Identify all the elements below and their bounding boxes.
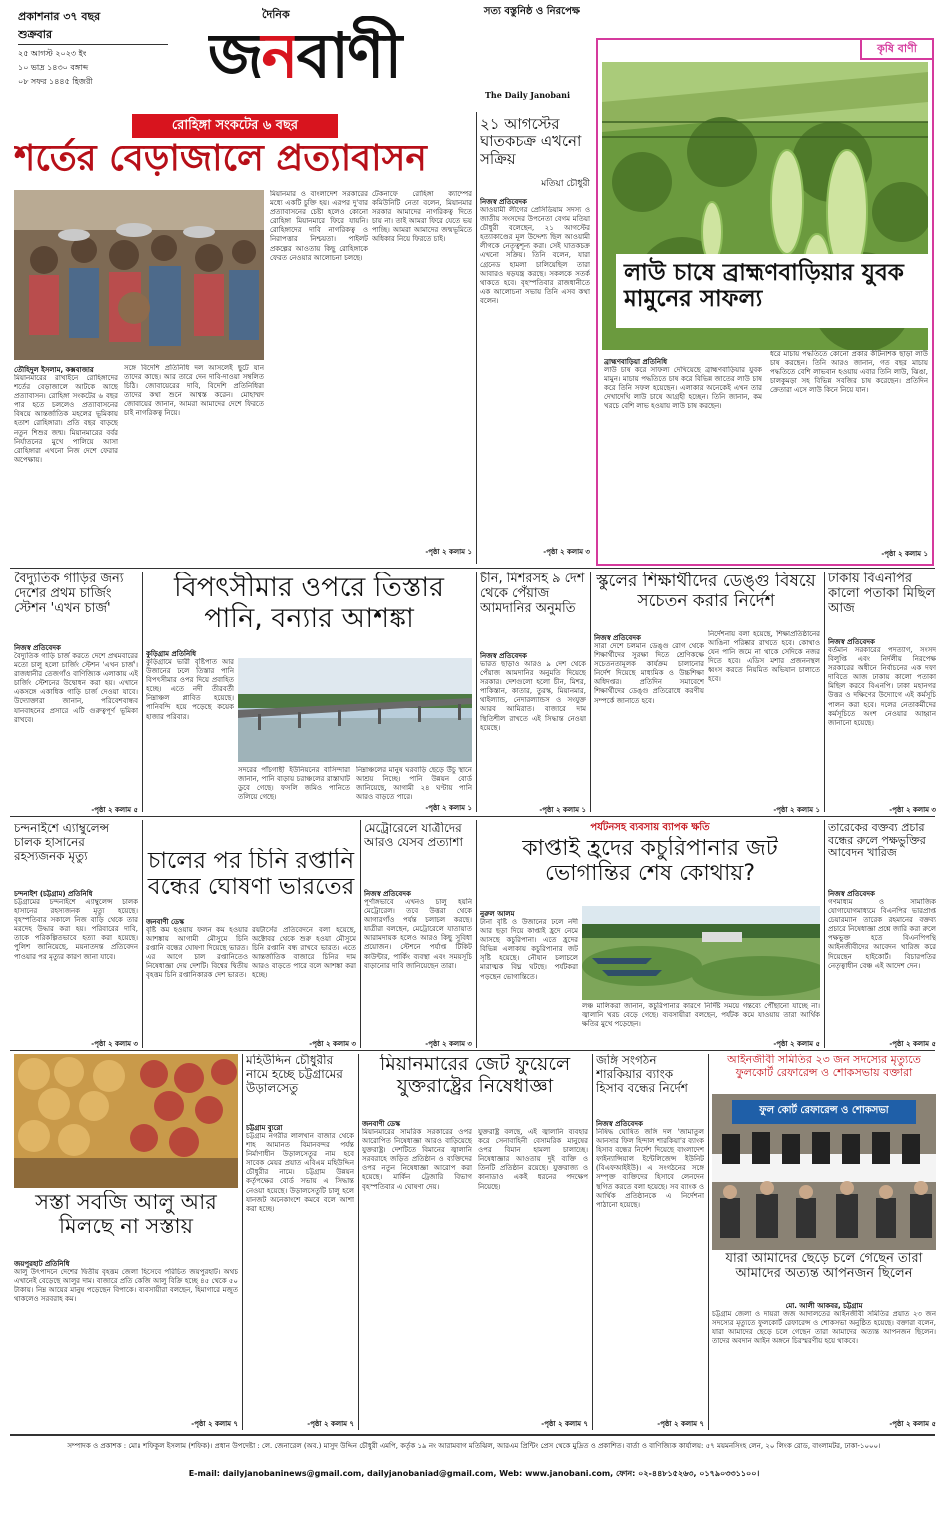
potato-photo — [14, 1054, 238, 1188]
date-hijri: ০৮ সফর ১৪৪৫ হিজরী — [18, 77, 93, 86]
ambulance-byline: চন্দনাইশ (চট্টগ্রাম) প্রতিনিধি — [14, 890, 93, 898]
tarek-cont: -পৃষ্ঠা ২ কলাম ৫ — [889, 1040, 936, 1048]
lead-col-4: টেকনাফে রোহিঙ্গা ক্যাম্পের কমিউনিটি নেতা বলেন, মিয়ানমার সরকার আমাদের নাগরিকত্ব দিতে চায় না। তাই আমরা ফিরে যেতে ভয় পাচ্ছি। আমরা আমাদের জন্মভূমিতে অধিকার নিয়ে ফিরতে চাই। — [372, 190, 472, 244]
tarek-byline: নিজস্ব প্রতিবেদক — [828, 890, 875, 898]
rohingya-photo — [14, 190, 264, 360]
myanmar-headline: মিয়ানমারের জেট ফুয়েলে যুক্তরাষ্ট্রের নিষেধাজ্ঞা — [379, 1054, 571, 1097]
kaptai-col-2: লঞ্চ মালিকরা জানান, কচুরিপানার কারণে নির্দিষ্ট সময়ে গন্তব্যে পৌঁছানো যাচ্ছে না। জ্বালানি খরচ বেড়ে গেছে। ব্যবসায়ীরা বলছেন, পর্যটক কমে যাওয়ায় তারা আর্থিক ক্ষতির মুখে পড়েছেন। — [582, 1002, 820, 1029]
kaptai-byline: নুরুল আলম — [480, 910, 515, 918]
onion-headline: চীন, মিশরসহ ৯ দেশ থেকে পেঁয়াজ আমদানির অনুমতি — [480, 572, 585, 616]
lawyers-body: চট্টগ্রাম জেলা ও দায়রা জজ আদালতের আইনজীবী সমিতির প্রয়াত ২৩ জন সদস্যের মৃত্যুতে ফুলকোর্ট রেফারেন্স ও শোকসভা অনুষ্ঠিত হয়েছে। বক্তারা বলেন, যারা আমাদের ছেড়ে চলে গেছেন তারা আমাদের অত্যন্ত আপনজন ছিলেন। তাদের অবদান আইন অঙ্গনে চিরস্মরণীয় হয়ে থাকবে। — [712, 1310, 936, 1346]
mohiuddin-headline: মহিউদ্দিন চৌধুরীর নামে হচ্ছে চট্টগ্রামের উড়ালসেতু — [246, 1054, 343, 1095]
ev-headline: বৈদ্যুতিক গাড়ির জন্য দেশের প্রথম চার্জিং স্টেশন 'এখন চার্জ' — [14, 572, 124, 616]
metro-cont: -পৃষ্ঠা ২ কলাম ৩ — [425, 1040, 472, 1048]
teesta-col-3: নিম্নাঞ্চলের মানুষ ঘরবাড়ি ছেড়ে উঁচু স্থানে আশ্রয় নিচ্ছে। পানি উন্নয়ন বোর্ড জানিয়েছে, আগামী ২৪ ঘণ্টায় পানি আরও বাড়তে পারে। — [356, 766, 472, 802]
ev-body: বৈদ্যুতিক গাড়ি চার্জ করতে দেশে প্রথমবারের মতো চালু হলো চার্জিং স্টেশন 'এখন চার্জ'। রাজধানীর তেজগাঁও বাণিজ্যিক এলাকায় এই চার্জিং স্টেশনের উদ্বোধন করা হয়। এখানে একসঙ্গে একাধিক গাড়ি চার্জ দেওয়া যাবে। উদ্যোক্তারা জানান, পরিবেশবান্ধব যানবাহনের প্রসারে এটি গুরুত্বপূর্ণ ভূমিকা রাখবে। — [14, 652, 138, 724]
krishi-section — [596, 38, 934, 566]
krishi-body-2: ধরে মাচায় পদ্ধতিতে কোনো প্রকার কীটনাশক ছাড়া লাউ চাষ করছেন। তিনি আরও জানান, গত বছর মাচায় পদ্ধতিতে বেশি লাভবান হওয়ায় এবার তিনি লাউ, ঝিঙা, চালকুমড়া সহ বিভিন্ন সবজির চাষ করেছেন। প্রতিদিন ক্রেতারা এসে লাউ কিনে নিয়ে যান। — [770, 350, 928, 395]
dengue-cont: -পৃষ্ঠা ২ কলাম ১ — [773, 806, 820, 814]
dengue-col-1: সারা দেশে চলমান ডেঙ্গু রোগ থেকে শিক্ষার্থীদের সুরক্ষা দিতে শ্রেণিকক্ষে সচেতনতামূলক কার্যক্রম চালানোর নির্দেশ দিয়েছে মাধ্যমিক ও উচ্চশিক্ষা অধিদপ্তর। প্রতিদিন সমাবেশে শিক্ষার্থীদের ডেঙ্গু প্রতিরোধে করণীয় সম্পর্কে জানাতে হবে। — [594, 642, 704, 705]
bnp-cont: -পৃষ্ঠা ২ কলাম ৩ — [889, 806, 936, 814]
myanmar-col-1: মিয়ানমারের সামরিক সরকারের ওপর আরোপিত নিষেধাজ্ঞা আরও বাড়িয়েছে যুক্তরাষ্ট্র। দেশটিতে বিমানের জ্বালানি সরবরাহে জড়িত প্রতিষ্ঠান ও ব্যক্তিদের ওপর নতুন নিষেধাজ্ঞা আরোপ করা হয়েছে। মার্কিন ট্রেজারি বিভাগ বৃহস্পতিবার এ ঘোষণা দেয়। — [362, 1128, 472, 1191]
kaptai-cont: -পৃষ্ঠা ২ কলাম ৫ — [773, 1040, 820, 1048]
teesta-byline: কুড়িগ্রাম প্রতিনিধি — [146, 650, 197, 658]
ev-byline: নিজস্ব প্রতিবেদক — [14, 644, 61, 652]
lead-col-1: মিয়ানমারের রাখাইনে রোহিঙ্গাদের শর্তের বেড়াজালে আটকে আছে প্রত্যাবাসন। রোহিঙ্গা সংকটের ৬ বছর পার হতে চললেও প্রত্যাবাসনের বিষয়ে আন্তর্জাতিক মহলের ভূমিকায় হতাশ রোহিঙ্গারা। প্রতি বছর বাড়ছে নতুন শিশুর জন্ম। মিয়ানমারের বর্বর নির্যাতনের মুখে পালিয়ে আসা রোহিঙ্গারা এখনো নিজ দেশে ফেরার অপেক্ষায়। — [14, 374, 118, 464]
aug21-headline: ২১ আগস্টের ঘাতকচক্র এখনো সক্রিয় — [480, 116, 582, 168]
lawyers-kicker: আইনজীবী সমিতির ২৩ জন সদস্যের মৃত্যুতে ফুলকোর্ট রেফারেন্স ও শোকসভায় বক্তারা — [727, 1054, 921, 1079]
lawyers-byline: মো. আলী আকবর, চট্টগ্রাম — [785, 1302, 863, 1310]
bnp-body: বর্তমান সরকারের পদত্যাগ, সংসদ বিলুপ্তি এবং নির্দলীয় নিরপেক্ষ সরকারের অধীনে নির্বাচনের এক দফা দাবিতে আজ ঢাকায় কালো পতাকা মিছিল করবে বিএনপি। ঢাকা মহানগর উত্তর ও দক্ষিণের উদ্যোগে এই কর্মসূচি পালন করা হবে। দলের নেতাকর্মীদের কর্মসূচিতে অংশ নেওয়ার আহ্বান জানানো হয়েছে। — [828, 646, 936, 727]
teesta-bridge-photo — [238, 658, 472, 762]
ambulance-body: চট্টগ্রামের চন্দনাইশে এ্যাম্বুলেন্স চালক হাসানের রহস্যজনক মৃত্যু হয়েছে। বৃহস্পতিবার সকালে নিজ বাড়ি থেকে তার মরদেহ উদ্ধার করা হয়। পরিবারের দাবি, তাকে পরিকল্পিতভাবে হত্যা করা হয়েছে। পুলিশ জানিয়েছে, ময়নাতদন্ত প্রতিবেদন পাওয়ার পর মৃত্যুর কারণ জানা যাবে। — [14, 898, 138, 961]
masthead-logo: জনবাণী — [208, 19, 401, 92]
dengue-byline: নিজস্ব প্রতিবেদক — [594, 634, 641, 642]
bnp-byline: নিজস্ব প্রতিবেদক — [828, 638, 875, 646]
lead-headline: শর্তের বেড়াজালে প্রত্যাবাসন — [14, 138, 427, 179]
sugar-byline: জনবাণী ডেস্ক — [146, 918, 185, 926]
aug21-cont: -পৃষ্ঠা ২ কলাম ৩ — [543, 548, 590, 556]
bank-byline: নিজস্ব প্রতিবেদক — [596, 1120, 643, 1128]
lead-photo-caption: তৌহিদুল ইসলাম, কক্সবাজার — [14, 366, 94, 374]
edition-line: প্রকাশনার ৩৭ বছর — [18, 10, 101, 23]
aug21-author: মতিয়া চৌধুরী — [541, 179, 590, 189]
mohiuddin-cont: -পৃষ্ঠা ২ কলাম ৭ — [307, 1420, 354, 1428]
metro-headline: মেট্রোরেলে যাত্রীদের আরও যেসব প্রত্যাশা — [364, 822, 463, 849]
krishi-body-1: লাউ চাষ করে সাফল্য দেখিয়েছে ব্রাহ্মণবাড়িয়ার যুবক মামুন। মাচায় পদ্ধতিতে চাষ করে বিভিন্ন জাতের লাউ চাষ করে তিনি সফল হয়েছেন। এলাকার অনেকেই এখন তার দেখাদেখি লাউ চাষে আগ্রহী হচ্ছেন। তিনি জানান, কম খরচে বেশি লাভ হওয়ায় লাউ চাষ করছেন। — [604, 366, 762, 411]
onion-cont: -পৃষ্ঠা ২ কলাম ১ — [539, 806, 586, 814]
myanmar-byline: জনবাণী ডেস্ক — [362, 1120, 401, 1128]
ambulance-headline: চন্দনাইশে এ্যাম্বুলেন্স চালক হাসানের রহস্যজনক মৃত্যু — [14, 822, 110, 863]
teesta-col-1: কুড়িগ্রামে ভারী বৃষ্টিপাত আর উজানের ঢলে তিস্তার পানি বিপৎসীমার ওপর দিয়ে প্রবাহিত হচ্ছে। এতে নদী তীরবর্তী নিম্নাঞ্চল প্লাবিত হয়েছে। পানিবন্দি হয়ে পড়েছে কয়েক হাজার পরিবার। — [146, 658, 234, 721]
aug21-body: আওয়ামী লীগের প্রেসিডিয়াম সদস্য ও জাতীয় সংসদের উপনেতা বেগম মতিয়া চৌধুরী বলেছেন, ২১ আগস্টের হত্যাকাণ্ডের মূল উদ্দেশ্য ছিল আওয়ামী লীগকে নেতৃত্বশূন্য করা। সেই ঘাতকচক্র এখনো সক্রিয়। তিনি বলেন, যারা গ্রেনেড হামলা চালিয়েছিল তারা আবারও ষড়যন্ত্র করছে। সকলকে সতর্ক থাকতে হবে। বৃহস্পতিবার রাজধানীতে এক আলোচনা সভায় তিনি এসব কথা বলেন। — [480, 206, 590, 305]
metro-body: পূর্ণাঙ্গভাবে এখনও চালু হয়নি মেট্রোরেল। তবে উত্তরা থেকে আগারগাঁও পর্যন্ত চলাচল করছে। যাত্রীরা বলছেন, মেট্রোরেলে যাতায়াত আরামদায়ক হলেও আরও কিছু সুবিধা প্রয়োজন। স্টেশনে পর্যাপ্ত টিকিট কাউন্টার, পার্কিং ব্যবস্থা এবং সময়সূচি বাড়ানোর দাবি জানিয়েছেন তারা। — [364, 898, 472, 970]
masthead-prefix: দৈনিক — [262, 8, 290, 21]
bank-cont: -পৃষ্ঠা ২ কলাম ৭ — [657, 1420, 704, 1428]
metro-byline: নিজস্ব প্রতিবেদক — [364, 890, 411, 898]
krishi-cont: -পৃষ্ঠা ২ কলাম ১ — [881, 550, 928, 558]
kaptai-kicker: পর্যটনসহ ব্যবসায় ব্যাপক ক্ষতি — [590, 822, 710, 833]
sugar-col-2: রয়টার্সের প্রতিবেদনে বলা হয়েছে, অক্টোবর থেকে শুরু হওয়া মৌসুমে চিনি রপ্তানি বন্ধ রাখবে ভারত। এতে আন্তর্জাতিক বাজারে চিনির দাম আরও বাড়তে পারে বলে আশঙ্কা করা হচ্ছে। — [252, 926, 356, 980]
kaptai-headline: কাপ্তাই হ্রদের কচুরিপানার জট ভোগান্তির শেষ কোথায়? — [522, 836, 778, 887]
sugar-cont: -পৃষ্ঠা ২ কলাম ৩ — [309, 1040, 356, 1048]
mohiuddin-body: চট্টগ্রাম নগরীর লালখান বাজার থেকে শাহ আমানত বিমানবন্দর পর্যন্ত নির্মাণাধীন উড়ালসেতুর নাম হবে সাবেক মেয়র প্রয়াত এবিএম মহিউদ্দিন চৌধুরীর নামে। চট্টগ্রাম উন্নয়ন কর্তৃপক্ষের বোর্ড সভায় এ সিদ্ধান্ত নেওয়া হয়েছে। উড়ালসেতুটি চালু হলে যানজট অনেকাংশে কমবে বলে আশা করা হচ্ছে। — [246, 1132, 354, 1213]
lead-col-3: মিয়ানমার ও বাংলাদেশ সরকারের মধ্যে একটি চুক্তি হয়। এরপর দু'বার প্রত্যাবাসনের চেষ্টা হলেও কোনো রোহিঙ্গা মিয়ানমারে ফিরে যায়নি। রোহিঙ্গাদের দাবি নাগরিকত্ব ও নিরাপত্তার নিশ্চয়তা। পাইলট প্রকল্পের আওতায় কিছু রোহিঙ্গাকে ফেরত নেওয়ার আলোচনা চলছে। — [270, 190, 368, 262]
sugar-headline: চালের পর চিনি রপ্তানি বন্ধের ঘোষণা ভারতের — [147, 848, 355, 901]
masthead-day: শুক্রবার — [18, 28, 53, 41]
ambulance-cont: -পৃষ্ঠা ২ কলাম ৩ — [91, 1040, 138, 1048]
ev-cont: -পৃষ্ঠা ২ কলাম ৫ — [91, 806, 138, 814]
onion-body: ভারত ছাড়াও আরও ৯ দেশ থেকে পেঁয়াজ আমদানির অনুমতি দিয়েছে সরকার। দেশগুলো হলো চীন, মিশর, পাকিস্তান, কাতার, তুরস্ক, মিয়ানমার, থাইল্যান্ড, নেদারল্যান্ডস ও সংযুক্ত আরব আমিরাত। বাজারে দাম স্থিতিশীল রাখতে এই সিদ্ধান্ত নেওয়া হয়েছে। — [480, 660, 586, 732]
potato-body: আলু উৎপাদনে দেশের দ্বিতীয় বৃহত্তম জেলা হিসেবে পরিচিত জয়পুরহাট। অথচ এখানেই বেড়েছে আলুর দাম। বাজারে প্রতি কেজি আলু বিক্রি হচ্ছে ৪৫ থেকে ৫০ টাকায়। নিম্ন আয়ের মানুষ পড়েছেন বিপাকে। ব্যবসায়ীরা বলছেন, হিমাগারে মজুত থাকলেও সরবরাহ কম। — [14, 1268, 238, 1304]
date-bn: ১০ ভাদ্র ১৪৩০ বঙ্গাব্দ — [18, 63, 89, 72]
bank-body: নিষিদ্ধ ঘোষিত জঙ্গি দল 'জামাতুল আনসার ফিল হিন্দাল শারকিয়া'র ব্যাংক হিসাব বন্ধের নির্দেশ দিয়েছে বাংলাদেশ ফাইন্যান্সিয়াল ইন্টেলিজেন্স ইউনিট (বিএফআইইউ)। এ সংগঠনের সঙ্গে সম্পৃক্ত ব্যক্তিদের হিসাবে লেনদেন স্থগিত করতে বলা হয়েছে। সব ব্যাংক ও আর্থিক প্রতিষ্ঠানকে এ নির্দেশনা পাঠানো হয়েছে। — [596, 1128, 704, 1209]
lead-cont: -পৃষ্ঠা ২ কলাম ১ — [425, 548, 472, 556]
bnp-headline: ঢাকায় বিএনপির কালো পতাকা মিছিল আজ — [828, 572, 936, 616]
dengue-headline: স্কুলের শিক্ষার্থীদের ডেঙ্গু বিষয়ে সচেতন করার নির্দেশ — [596, 572, 816, 611]
tarek-headline: তারেকের বক্তব্য প্রচার বন্ধের রুলে পক্ষভুক্তির আবেদন খারিজ — [828, 822, 926, 860]
potato-headline: সস্তা সবজি আলু আর মিলছে না সস্তায় — [35, 1190, 217, 1239]
masthead-english: The Daily Janobani — [484, 90, 570, 100]
kaptai-lake-photo — [582, 906, 820, 1000]
potato-cont: -পৃষ্ঠা ২ কলাম ৭ — [191, 1420, 238, 1428]
teesta-cont: -পৃষ্ঠা ২ কলাম ১ — [425, 804, 472, 812]
krishi-label: কৃষি বাণী — [860, 38, 934, 60]
lawyers-banner-text: ফুল কোর্ট রেফারেন্স ও শোকসভা — [759, 1105, 889, 1116]
dengue-col-2: নির্দেশনায় বলা হয়েছে, শিক্ষাপ্রতিষ্ঠানের আঙিনা পরিষ্কার রাখতে হবে। কোথাও যেন পানি জমে না থাকে সেদিকে নজর দিতে হবে। এডিস মশার প্রজননস্থল ধ্বংস করতে নিয়মিত অভিযান চালাতে হবে। — [708, 630, 820, 684]
bank-headline: জঙ্গি সংগঠন শারকিয়ার ব্যাংক হিসাব বন্ধের নির্দেশ — [596, 1054, 688, 1095]
krishi-byline: ব্রাহ্মণবাড়িয়া প্রতিনিধি — [604, 358, 668, 366]
lead-kicker: রোহিঙ্গা সংকটের ৬ বছর — [132, 114, 338, 138]
potato-byline: জয়পুরহাট প্রতিনিধি — [14, 1260, 70, 1268]
kaptai-col-1: টানা বৃষ্টি ও উজানের ঢলে নদী আর ছড়া দিয়ে কাপ্তাই হ্রদে নেমে আসছে কচুরিপানা। এতে হ্রদের বিভিন্ন এলাকায় কচুরিপানার জট সৃষ্টি হয়েছে। নৌযান চলাচলে মারাত্মক বিঘ্ন ঘটছে। পর্যটকরা পড়ছেন ভোগান্তিতে। — [480, 918, 578, 981]
teesta-headline: বিপৎসীমার ওপরে তিস্তার পানি, বন্যার আশঙ্কা — [174, 572, 444, 635]
krishi-headline: লাউ চাষে ব্রাহ্মণবাড়িয়ার যুবক মামুনের সাফল্য — [616, 254, 928, 328]
lawyers-cont: -পৃষ্ঠা ২ কলাম ৫ — [889, 1420, 936, 1428]
teesta-col-2: সদরের পাঁচগাছী ইউনিয়নের বাসিন্দারা জানান, পানি বাড়ায় চরাঞ্চলের রাস্তাঘাট ডুবে গেছে। ফসলি জমিও পানিতে তলিয়ে গেছে। — [238, 766, 350, 802]
lawyers-headline: যারা আমাদের ছেড়ে চলে গেছেন তারা আমাদের অত্যন্ত আপনজন ছিলেন — [725, 1252, 923, 1281]
mohiuddin-byline: চট্টগ্রাম ব্যুরো — [246, 1124, 283, 1132]
myanmar-cont: -পৃষ্ঠা ২ কলাম ৭ — [541, 1420, 588, 1428]
aug21-byline: নিজস্ব প্রতিবেদক — [480, 198, 527, 206]
contact-line: E-mail: dailyjanobaninews@gmail.com, dailyjanobaniad@gmail.com, Web: www.janobani.com, ফোন: ০২-৪৪৮১৫২৬৩, ০১৭৯০৩৩১১০০। — [188, 1469, 760, 1478]
date-en: ২৫ আগস্ট ২০২৩ ইং — [18, 49, 87, 58]
masthead-tagline: সত্য বস্তুনিষ্ঠ ও নিরপেক্ষ — [483, 6, 580, 17]
onion-byline: নিজস্ব প্রতিবেদক — [480, 652, 527, 660]
sugar-col-1: বৃষ্টি কম হওয়ায় ফলন কম হওয়ার আশঙ্কায় আগামী মৌসুমে চিনি রপ্তানি বন্ধের ঘোষণা দিয়েছে ভারত। এর আগে চাল রপ্তানিতেও নিষেধাজ্ঞা দেয় দেশটি। বিশ্বের দ্বিতীয় বৃহত্তম চিনি রপ্তানিকারক দেশ ভারত। — [146, 926, 248, 980]
imprint-line: সম্পাদক ও প্রকাশক : মোঃ শফিকুল ইসলাম (শফিক)। প্রধান উপদেষ্টা : লে. জেনারেল (অব.) মাসুদ উদ্দিন চৌধুরী এমপি, কর্তৃক ১৯ নং আরামবাগ মতিঝিল, আরএম প্রিন্টিং প্রেস থেকে মুদ্রিত ও প্রকাশিত। বার্তা ও বাণিজ্যিক কার্যালয়: ৫৭ ময়মনসিংহ লেন, ২০ লিংক রোড, বাংলামটর, ঢাকা-১০০০। — [67, 1442, 881, 1450]
tarek-body: গণমাধ্যম ও সামাজিক যোগাযোগমাধ্যমে বিএনপির ভারপ্রাপ্ত চেয়ারম্যান তারেক রহমানের বক্তব্য প্রচারে নিষেধাজ্ঞা প্রশ্নে জারি করা রুলে পক্ষভুক্ত হতে বিএনপিপন্থি আইনজীবীদের আবেদন খারিজ করে দিয়েছেন হাইকোর্ট। বিচারপতির নেতৃত্বাধীন বেঞ্চ এই আদেশ দেন। — [828, 898, 936, 970]
myanmar-col-2: যুক্তরাষ্ট্র বলছে, এই জ্বালানি ব্যবহার করে সেনাবাহিনী বেসামরিক মানুষের ওপর বিমান হামলা চালাচ্ছে। নিষেধাজ্ঞার আওতায় দুই ব্যক্তি ও তিনটি প্রতিষ্ঠান রয়েছে। যুক্তরাজ্য ও কানাডাও একই ধরনের পদক্ষেপ নিয়েছে। — [478, 1128, 588, 1191]
lead-col-2: সঙ্গে বিদেশি প্রতিনিধি দল আসলেই ছুটে যান তাদের কাছে। আর তারে দেন দাবি-দাওয়া সম্বলিত চিঠি। জোবায়েরের দাবি, বিদেশি প্রতিনিধিরা তাদের কথা শুনে আশ্বস্ত করেন। মোহাম্মদ জোবায়ের জানান, আমরা আমাদের দেশে ফিরতে চাই নাগরিকত্ব নিয়ে। — [124, 364, 264, 418]
